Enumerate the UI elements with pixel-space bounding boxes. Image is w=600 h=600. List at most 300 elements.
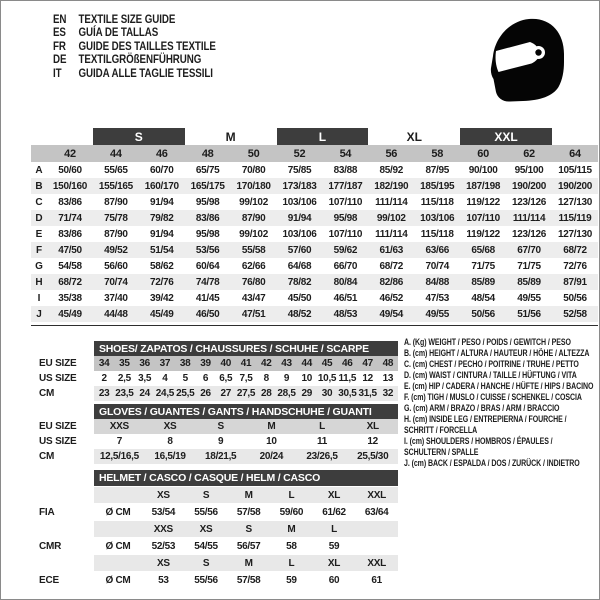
language-title: GUIDA ALLE TAGLIE TESSILI <box>78 67 213 80</box>
size-number-cell: 62 <box>506 145 552 162</box>
table-row <box>31 538 398 554</box>
value-cell: 23/26,5 <box>306 451 338 462</box>
size-number-cell: 42 <box>47 145 93 162</box>
measurement-value-cell: 50/56 <box>460 306 506 322</box>
value-cell: Ø CM <box>105 540 131 552</box>
value-cell: 12 <box>362 373 373 384</box>
size-band-cell: XL <box>406 129 422 144</box>
measurement-value-cell: 103/106 <box>282 196 317 208</box>
measurement-row <box>31 226 598 242</box>
measurement-value-cell: 49/55 <box>414 306 460 322</box>
measurement-value-cell: 60/70 <box>150 164 174 176</box>
value-cell: 25,5/30 <box>357 451 389 462</box>
row-label: CM <box>39 451 55 462</box>
measurement-value-cell: 85/92 <box>379 164 404 176</box>
language-list <box>53 14 274 81</box>
size-number-cell: 50 <box>231 145 277 162</box>
table-row <box>31 386 398 401</box>
measurement-value-cell: 150/160 <box>47 178 93 194</box>
measurement-value-cell: 50/56 <box>563 292 587 304</box>
value-cell: XS <box>156 489 170 501</box>
shoes-size-table <box>31 341 398 401</box>
measurement-value-cell: 82/86 <box>368 274 414 290</box>
measurement-value-cell: 190/200 <box>552 178 598 194</box>
value-cell: S <box>217 421 224 432</box>
table-row <box>31 521 398 537</box>
value-cell: XL <box>327 489 341 501</box>
measurement-value-cell: 49/52 <box>93 242 139 258</box>
measurement-row <box>31 178 598 194</box>
size-band-cell: XXL <box>460 128 552 145</box>
language-code: FR <box>53 40 66 53</box>
value-cell: 12,5/16,5 <box>99 451 139 462</box>
value-cell: M <box>287 523 296 535</box>
value-cell: 53 <box>158 574 169 586</box>
value-cell: 58 <box>286 540 297 552</box>
value-cell: 46 <box>342 358 353 369</box>
measurement-row-label: A <box>35 164 43 176</box>
value-cell: 37 <box>159 358 171 369</box>
measurement-value-cell: 48/52 <box>277 306 323 322</box>
row-values <box>94 487 398 503</box>
measurement-value-cell: 48/53 <box>322 306 368 322</box>
measurement-value-cell: 87/91 <box>552 274 598 290</box>
measurement-value-cell: 103/106 <box>282 228 317 240</box>
value-cell: 43 <box>281 358 292 369</box>
value-cell: 12 <box>367 436 378 447</box>
measurement-value-cell: 45/49 <box>139 306 185 322</box>
value-cell: 56/57 <box>236 540 261 552</box>
row-label: US SIZE <box>39 436 77 447</box>
value-cell: 4 <box>162 373 168 384</box>
value-cell: 23,5 <box>115 388 134 399</box>
language-row <box>53 14 274 27</box>
measurement-row-label: J <box>31 306 47 322</box>
measurement-value-cell: 45/49 <box>47 306 93 322</box>
measurement-value-cell: 46/50 <box>185 306 231 322</box>
measurement-value-cell: 91/94 <box>150 228 174 240</box>
measurement-value-cell: 111/114 <box>375 228 408 240</box>
measurement-value-cell: 60/64 <box>195 260 220 272</box>
measurement-value-cell: 68/72 <box>379 260 404 272</box>
measurement-row <box>31 258 598 274</box>
measurement-row-label: B <box>31 178 47 194</box>
table-title: HELMET / CASCO / CASQUE / HELM / CASCO <box>94 470 398 486</box>
measurement-row <box>31 274 598 290</box>
value-cell: 26 <box>200 388 211 399</box>
value-cell: 10 <box>301 373 313 384</box>
value-cell: 23 <box>98 388 110 399</box>
measurement-value-cell: 72/76 <box>563 260 587 272</box>
size-number-cell: 56 <box>368 145 414 162</box>
measurement-value-cell: 55/65 <box>104 164 128 176</box>
measurement-value-cell: 87/95 <box>425 164 449 176</box>
value-cell: 35 <box>119 358 130 369</box>
value-cell: L <box>331 523 337 535</box>
measurement-value-cell: 51/56 <box>506 306 552 322</box>
measurement-value-cell: 78/82 <box>277 274 323 290</box>
value-cell: 10,5 <box>317 373 337 384</box>
table-row <box>31 555 398 571</box>
measurement-value-cell: 85/89 <box>506 274 552 290</box>
measurement-value-cell: 39/42 <box>150 292 174 304</box>
value-cell: 34 <box>98 358 110 369</box>
measurement-row <box>31 290 598 306</box>
size-number-cell: 52 <box>277 145 323 162</box>
size-number-cell: 58 <box>414 145 460 162</box>
value-cell: XXS <box>153 523 173 535</box>
table-row <box>31 434 398 449</box>
gloves-size-table <box>31 404 398 464</box>
size-number-row <box>31 145 598 162</box>
corner-cell <box>31 145 47 162</box>
value-cell: 39 <box>200 358 211 369</box>
value-cell: XS <box>199 523 213 535</box>
value-cell: S <box>202 489 210 501</box>
measurement-value-cell: 115/118 <box>420 228 454 240</box>
value-cell: 38 <box>179 358 191 369</box>
value-cell: L <box>288 557 295 569</box>
measurement-value-cell: 127/130 <box>557 196 593 208</box>
value-cell: Ø CM <box>105 574 131 586</box>
section-divider <box>31 325 598 326</box>
full-face-helmet-icon <box>490 18 565 104</box>
value-cell: Ø CM <box>105 506 131 518</box>
measurement-value-cell: 76/80 <box>231 274 277 290</box>
measurement-value-cell: 107/110 <box>460 210 506 226</box>
measurement-value-cell: 75/85 <box>287 164 312 176</box>
table-row <box>31 356 398 371</box>
value-cell: 59 <box>286 574 297 586</box>
value-cell: XL <box>327 557 341 569</box>
value-cell: S <box>245 523 252 535</box>
row-label: CM <box>39 388 55 399</box>
measurement-row <box>31 194 598 210</box>
measurement-value-cell: 165/175 <box>185 178 231 194</box>
measurement-value-cell: 54/58 <box>58 260 82 272</box>
measurement-value-cell: 119/122 <box>466 228 500 240</box>
measurement-row-label: D <box>31 210 47 226</box>
row-label: FIA <box>39 506 55 518</box>
measurement-value-cell: 47/51 <box>231 306 277 322</box>
measurement-value-cell: 105/115 <box>558 164 592 176</box>
value-cell: L <box>319 421 325 432</box>
size-band-row <box>31 128 598 145</box>
value-cell: 48 <box>382 358 394 369</box>
size-number-cell: 48 <box>185 145 231 162</box>
legend-line: F. (cm) TIGH / MUSLO / CUISSE / SCHENKEL / COSCIA <box>404 392 582 402</box>
row-values <box>94 386 398 401</box>
measurement-value-cell: 182/190 <box>368 178 414 194</box>
measurement-value-cell: 87/90 <box>104 228 128 240</box>
table-title-row <box>31 404 398 419</box>
measurement-value-cell: 68/72 <box>47 274 93 290</box>
value-cell: 59/60 <box>279 506 304 518</box>
measurement-value-cell: 65/68 <box>460 242 506 258</box>
row-label <box>31 470 94 486</box>
value-cell: 36 <box>139 358 150 369</box>
measurement-value-cell: 99/102 <box>239 196 268 208</box>
legend-line: C. (cm) CHEST / PECHO / POITRINE / TRUHE / PETTO <box>404 359 579 369</box>
measurement-row <box>31 242 598 258</box>
value-cell: 2,5 <box>117 373 131 384</box>
language-title: GUÍA DE TALLAS <box>78 27 159 40</box>
measurement-value-cell: 84/88 <box>414 274 460 290</box>
measurement-value-cell: 71/75 <box>471 260 495 272</box>
language-code: EN <box>53 14 67 26</box>
row-label: EU SIZE <box>39 421 77 432</box>
row-values <box>94 434 398 449</box>
measurement-value-cell: 57/60 <box>277 242 323 258</box>
measurement-value-cell: 44/48 <box>93 306 139 322</box>
measurement-row-label: F <box>31 242 47 258</box>
measurement-value-cell: 48/54 <box>471 292 495 304</box>
measurement-value-cell: 53/56 <box>185 242 231 258</box>
measurement-value-cell: 123/126 <box>511 228 547 240</box>
measurement-value-cell: 177/187 <box>322 178 368 194</box>
measurement-value-cell: 187/198 <box>460 178 506 194</box>
measurement-value-cell: 115/118 <box>420 196 454 208</box>
value-cell: 42 <box>260 358 272 369</box>
measurement-value-cell: 160/170 <box>139 178 185 194</box>
measurement-value-cell: 170/180 <box>231 178 277 194</box>
measurement-value-cell: 70/74 <box>425 260 449 272</box>
value-cell: 10 <box>266 436 277 447</box>
measurement-value-cell: 67/70 <box>506 242 552 258</box>
measurement-value-cell: 46/52 <box>379 292 404 304</box>
value-cell: 28,5 <box>277 388 296 399</box>
value-cell: L <box>288 489 295 501</box>
row-label <box>31 487 94 503</box>
value-cell: 31,5 <box>358 388 377 399</box>
table-row <box>31 572 398 588</box>
value-cell: 55/56 <box>194 574 218 586</box>
value-cell: 11 <box>317 436 328 447</box>
value-cell: S <box>202 557 210 569</box>
measurement-value-cell: 190/200 <box>506 178 552 194</box>
value-cell: 61 <box>371 574 382 586</box>
row-label <box>31 341 94 356</box>
language-code: IT <box>53 67 62 80</box>
measurement-value-cell: 72/76 <box>139 274 185 290</box>
measurement-value-cell: 155/165 <box>93 178 139 194</box>
measurement-value-cell: 59/62 <box>322 242 368 258</box>
measurement-value-cell: 63/66 <box>414 242 460 258</box>
measurement-value-cell: 80/84 <box>322 274 368 290</box>
language-title: TEXTILE SIZE GUIDE <box>78 14 176 26</box>
row-label: EU SIZE <box>39 358 77 369</box>
language-code: ES <box>53 27 66 40</box>
measurement-value-cell: 75/78 <box>93 210 139 226</box>
row-label: CMR <box>39 540 62 552</box>
value-cell: 27 <box>220 388 231 399</box>
value-cell: M <box>244 489 253 501</box>
language-row <box>53 68 274 81</box>
row-values <box>94 555 398 571</box>
measurement-value-cell: 83/86 <box>185 210 231 226</box>
legend-line: H. (cm) INSIDE LEG / ENTREPIERNA / FOURCHE / <box>404 414 567 424</box>
measurement-value-cell: 173/183 <box>277 178 323 194</box>
value-cell: 7 <box>116 436 122 447</box>
measurement-value-cell: 87/90 <box>104 196 128 208</box>
measurement-value-cell: 103/106 <box>414 210 460 226</box>
value-cell: 29 <box>301 388 313 399</box>
value-cell: 40 <box>220 358 231 369</box>
size-number-cell: 46 <box>139 145 185 162</box>
row-label: ECE <box>39 574 59 586</box>
value-cell: XS <box>156 557 170 569</box>
language-title: TEXTILGRÖßENFÜHRUNG <box>78 54 202 67</box>
value-cell: 8 <box>167 436 173 447</box>
legend-line: G. (cm) ARM / BRAZO / BRAS / ARM / BRACCIO <box>404 403 560 413</box>
value-cell: 27,5 <box>236 388 256 399</box>
value-cell: 60 <box>328 574 340 586</box>
measurement-value-cell: 35/38 <box>58 292 82 304</box>
measurement-value-cell: 111/114 <box>375 196 408 208</box>
value-cell: 7,5 <box>239 373 253 384</box>
value-cell: 63/64 <box>364 506 389 518</box>
value-cell: 30 <box>321 388 333 399</box>
language-row <box>53 41 274 54</box>
row-values <box>94 371 398 386</box>
size-band-cell: S <box>93 128 185 145</box>
measurement-value-cell: 119/122 <box>466 196 500 208</box>
legend-line: B. (cm) HEIGHT / ALTURA / HAUTEUR / HÖHE / ALTEZZA <box>404 348 590 358</box>
value-cell: 47 <box>362 358 373 369</box>
measurement-value-cell: 107/110 <box>328 228 363 240</box>
measurement-row-label: C <box>35 196 43 208</box>
size-band-cell <box>47 128 93 145</box>
measurement-row <box>31 210 598 226</box>
value-cell: 41 <box>240 358 252 369</box>
legend-line: SCHULTERN / SPALLE <box>404 447 479 457</box>
measurement-value-cell: 90/100 <box>468 164 498 176</box>
measurement-value-cell: 99/102 <box>368 210 414 226</box>
measurement-value-cell: 71/75 <box>517 260 541 272</box>
value-cell: 24,5 <box>155 388 175 399</box>
language-row <box>53 54 274 67</box>
value-cell: XL <box>366 421 379 432</box>
value-cell: 6,5 <box>219 373 233 384</box>
measurement-value-cell: 49/54 <box>368 306 414 322</box>
value-cell: XXL <box>367 557 386 569</box>
table-row <box>31 419 398 434</box>
table-title-row <box>31 470 398 486</box>
measurement-value-cell: 127/130 <box>557 228 593 240</box>
legend-line: A. (Kg) WEIGHT / PESO / POIDS / GEWITCH / PESO <box>404 337 571 347</box>
value-cell: XXS <box>109 421 129 432</box>
textile-size-table-body <box>31 128 598 322</box>
measurement-value-cell: 41/45 <box>195 292 220 304</box>
size-band-cell: M <box>225 129 236 144</box>
value-cell: 52/53 <box>151 540 176 552</box>
measurement-value-cell: 43/47 <box>241 292 266 304</box>
size-band-cell <box>552 128 598 145</box>
row-values <box>94 356 398 371</box>
value-cell: 53/54 <box>151 506 176 518</box>
value-cell: 32 <box>382 388 394 399</box>
table-row <box>31 487 398 503</box>
value-cell: 13 <box>382 373 394 384</box>
measurement-value-cell: 95/98 <box>195 196 220 208</box>
measurement-value-cell: 85/89 <box>460 274 506 290</box>
measurement-value-cell: 115/119 <box>552 210 598 226</box>
measurement-row <box>31 162 598 178</box>
value-cell: 61/62 <box>322 506 346 518</box>
legend-line: E. (cm) HIP / CADERA / HANCHE / HÜFTE / HIPS / BACINO <box>404 381 594 391</box>
row-values <box>94 419 398 434</box>
measurement-value-cell: 66/70 <box>333 260 358 272</box>
value-cell: 20/24 <box>259 451 284 462</box>
measurement-value-cell: 99/102 <box>239 228 268 240</box>
measurement-value-cell: 62/66 <box>241 260 266 272</box>
textile-size-table <box>31 128 598 322</box>
measurement-value-cell: 46/51 <box>333 292 358 304</box>
value-cell: 55/56 <box>194 506 218 518</box>
corner-cell <box>31 128 47 145</box>
legend-line: J. (cm) BACK / ESPALDA / DOS / ZURÜCK / INDIETRO <box>404 458 580 468</box>
measurement-value-cell: 58/62 <box>150 260 174 272</box>
measurement-value-cell: 50/60 <box>58 164 82 176</box>
value-cell: 25,5 <box>176 388 195 399</box>
measurement-value-cell: 83/86 <box>58 196 82 208</box>
measurement-row-label: E <box>35 228 43 240</box>
value-cell: 57/58 <box>236 574 261 586</box>
measurement-legend <box>404 337 599 469</box>
measurement-value-cell: 37/40 <box>104 292 128 304</box>
measurement-value-cell: 185/195 <box>414 178 460 194</box>
measurement-row-label: H <box>31 274 47 290</box>
measurement-value-cell: 83/88 <box>333 164 358 176</box>
table-title: GLOVES / GUANTES / GANTS / HANDSCHUHE / GUANTI <box>94 404 398 419</box>
size-number-cell: 44 <box>93 145 139 162</box>
language-row <box>53 27 274 40</box>
measurement-value-cell: 70/80 <box>241 164 266 176</box>
size-number-cell: 60 <box>460 145 506 162</box>
value-cell: 28 <box>260 388 272 399</box>
value-cell: 9 <box>283 373 290 384</box>
row-label <box>31 521 94 537</box>
legend-line: I. (cm) SHOULDERS / HOMBROS / ÉPAULES / <box>404 436 553 446</box>
value-cell: 24 <box>139 388 150 399</box>
measurement-value-cell: 95/100 <box>514 164 544 176</box>
row-label: US SIZE <box>39 373 77 384</box>
measurement-value-cell: 55/58 <box>231 242 277 258</box>
table-title-row <box>31 341 398 356</box>
value-cell: 9 <box>218 436 224 447</box>
value-cell: 2 <box>101 373 107 384</box>
measurement-row-label: I <box>37 292 41 304</box>
measurement-value-cell: 83/86 <box>58 228 82 240</box>
value-cell: 3,5 <box>138 373 152 384</box>
table-title: SHOES/ ZAPATOS / CHAUSSURES / SCHUHE / SCARPE <box>94 341 398 356</box>
value-cell: 5 <box>182 373 188 384</box>
measurement-row-label: G <box>35 260 43 272</box>
measurement-value-cell: 91/94 <box>277 210 323 226</box>
row-values <box>94 449 398 464</box>
row-label <box>31 404 94 419</box>
table-row <box>31 371 398 386</box>
value-cell: M <box>244 557 253 569</box>
value-cell: 54/55 <box>194 540 218 552</box>
measurement-row <box>31 306 598 322</box>
row-label <box>31 555 94 571</box>
measurement-value-cell: 111/114 <box>506 210 552 226</box>
measurement-value-cell: 74/78 <box>185 274 231 290</box>
measurement-value-cell: 49/55 <box>517 292 541 304</box>
row-values <box>94 521 398 537</box>
measurement-value-cell: 47/53 <box>425 292 449 304</box>
